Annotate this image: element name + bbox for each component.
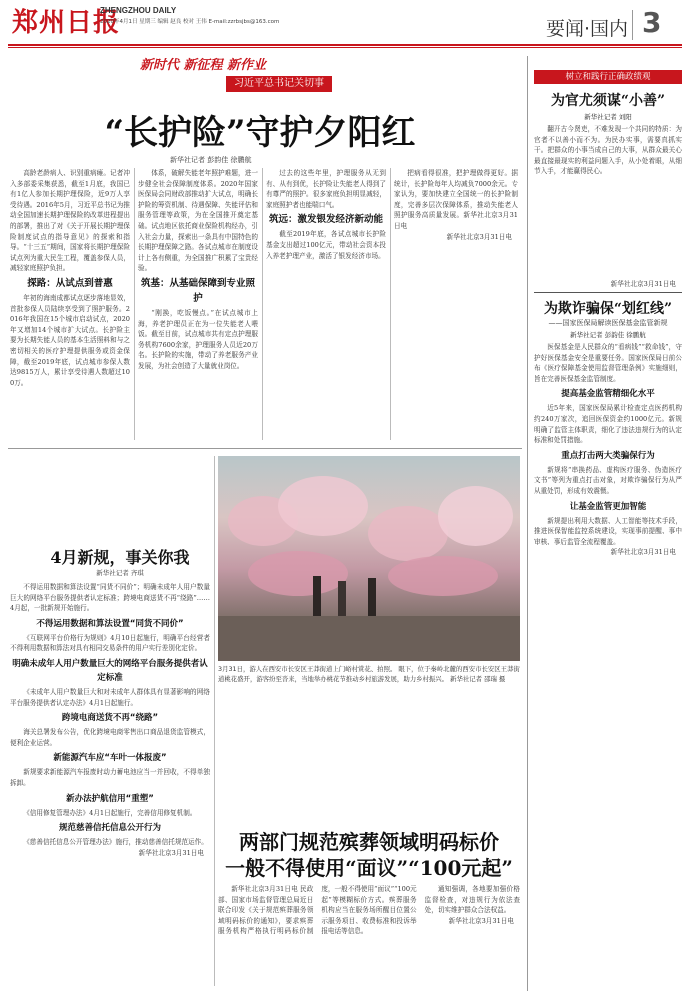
funeral-headline-line1: 两部门规范殡葬领域明码标价 xyxy=(239,830,499,854)
lead-dateline: 新华社北京3月31日电 xyxy=(446,232,512,241)
funeral-article xyxy=(218,884,520,988)
sidebar-headline-2: 为欺诈骗保“划红线” xyxy=(543,301,673,317)
masthead-rule xyxy=(8,44,682,46)
sidebar-rule xyxy=(527,56,528,991)
april-body-2: 《未成年人用户数量巨大和对未成年人群体具有显著影响的网络平台服务提供者认定办法》4月1日起施行。 xyxy=(10,687,210,707)
lead-col3-body2: 截至2019年底，各试点城市长护险基金支出超过100亿元，带动社会资本投入养老护理产业，激活了银发经济市场。 xyxy=(266,230,386,260)
sidebar-byline-1: 新华社记者 刘阳 xyxy=(584,113,632,121)
sidebar-subhead-b: 重点打击两大类骗保行为 xyxy=(561,450,655,461)
banner-tag: 习近平总书记关切事 xyxy=(226,76,332,92)
april-body-5: 《信用修复管理办法》4月1日起施行，完善信用修复机制。 xyxy=(23,808,197,817)
photo-caption-line1: 3月31日，游人在西安市长安区王莽街道上门峪村赏花、拍照。 xyxy=(218,665,397,673)
newspaper-logo: 郑州日报 xyxy=(12,8,121,38)
lead-subhead-3: 筑远：激发银发经济新动能 xyxy=(268,214,383,226)
sidebar-subhead-c: 让基金监管更加智能 xyxy=(569,501,647,512)
sidebar-headline-1: 为官尤须谋“小善” xyxy=(550,93,666,109)
photo-caption xyxy=(218,664,520,684)
april-subhead-5: 新办法护航信用“重塑” xyxy=(66,793,154,804)
column-rule xyxy=(262,168,263,440)
lead-headline: “长护险”守护夕阳红 xyxy=(104,113,416,153)
sidebar-dateline-2: 新华社北京3月31日电 xyxy=(610,548,676,557)
april-subhead-1: 不得运用数据和算法设置“同货不同价” xyxy=(36,618,184,629)
april-subhead-6: 规范慈善信托信息公开行为 xyxy=(58,823,161,834)
sidebar-body-2a: 近5年来，国家医保局累计检查定点医药机构约240万家次，追回医保资金约1000亿元。新规明确了监管主体职责，细化了违法违规行为的认定标准和处罚措施。 xyxy=(534,404,682,445)
lead-col2-body2: “刚换，吃饭慢点。”在试点城市上海，养老护理员正在为一位失能老人喂饭。截至目前，试点城市共有定点护理服务机构7600余家，护理服务人员近20万名。长护险的实施，带动了养老服务产业发展，为社会创造了大量就业岗位。 xyxy=(138,308,258,370)
funeral-headline-line2: 一般不得使用“面议”“100元起” xyxy=(225,856,513,880)
april-subhead-2: 明确未成年人用户数量巨大的网络平台服务提供者认定标准 xyxy=(12,658,208,683)
column-rule xyxy=(390,168,391,440)
lead-byline: 新华社记者 彭韵佳 徐鹏航 xyxy=(170,156,252,164)
photo-credit: 新华社记者 邵瑞 摄 xyxy=(450,675,506,683)
sidebar-article-2 xyxy=(534,342,682,972)
column-rule xyxy=(134,168,135,440)
april-body-1: 《互联网平台价格行为规则》4月10日起施行，明确平台经营者不得利用数据和算法对具有相同交易条件的用户实行差别化定价。 xyxy=(10,633,210,653)
column-banner xyxy=(130,54,420,94)
sidebar-byline-2: 新华社记者 彭韵佳 徐鹏航 xyxy=(570,331,646,339)
issue-date-line: 2020年4月1日 星期三 编辑 赵良 校对 王伟 E-mail:zzrbsjbs@163.com xyxy=(100,19,280,25)
funeral-body: 新华社北京3月31日电 民政部、国家市场监督管理总局近日联合印发《关于规范殡葬服务领域明码标价的通知》，要求殡葬服务机构严格执行明码标价制度，一般不得使用“面议”“100元起”等模糊标价方式。殡葬服务机构应当在服务场所醒目位置公示服务项目、收费标准和投诉举报电话等信息。 xyxy=(218,885,417,936)
sidebar-article-1 xyxy=(534,124,682,274)
section-title: 要闻·国内 xyxy=(546,18,629,40)
sidebar-dateline-1: 新华社北京3月31日电 xyxy=(610,280,676,288)
section-separator xyxy=(8,448,522,449)
lead-col4-body: 把病看得很准，把护理做得更好。据统计，长护险每年人均减负7000余元。专家认为，要加快建立全国统一的长护险制度，完善多层次保障体系，推动失能老人照护服务高质量发展。新华社北京3月31日电 xyxy=(394,169,518,230)
lead-column-3 xyxy=(266,168,386,443)
lead-col1-body: 年初的海南成都试点逐步落地显效，首批参保人员陆续享受到了照护服务。2016年我国在15个城市启动试点，2020年又增加14个城市扩大试点。长护险主要为长期失能人员的基本生活照料和与之密切相关的医疗护理提供服务或资金保障，截至2019年底，试点城市参保人数达9815万人，累计享受待遇人数超过100万。 xyxy=(10,293,130,387)
sidebar-body-1: 翻开古今贤吏，不难发现一个共同的特质：为官者不以善小而不为。为民办实事，需要真抓实干。把群众的小事当成自己的大事，从群众最关心最直接最现实的利益问题入手，从小处着眼，从细节入手，才能赢得民心。 xyxy=(534,125,682,176)
lead-column-2 xyxy=(138,168,258,443)
april-body-6: 《慈善信托信息公开管理办法》施行，推动慈善信托规范运作。 xyxy=(23,838,208,847)
sidebar-band: 树立和践行正确政绩观 xyxy=(534,70,682,84)
lead-intro: 高龄老龄病人、识别重病瘫。记者冲入多部委采集获悉，截至1月底，我国已有1亿人参加长期护理保险，近9万人享受待遇。2016年5月，习近平总书记为推动全国加速长期护理保险的改革进程提出的部署，推出了对《关于开展长期护理保险制度试点的指导意见》的探索和指导。“十三五”期间，国家将长期护理保险试点列为重大民生工程，覆盖参保人员，减轻家庭照护负担。 xyxy=(10,169,130,273)
sidebar-body-2b: 新规将“串换药品、虚构医疗服务、伪造医疗文书”等列为重点打击对象，对欺诈骗保行为从严从重处罚，形成有效震慑。 xyxy=(534,465,682,495)
april-body-4: 新规要求新能源汽车报废时动力蓄电池应当一并回收，不得单独拆卸。 xyxy=(10,768,210,787)
april-article xyxy=(10,582,210,982)
sidebar-subhead-a: 提高基金监管精细化水平 xyxy=(561,389,655,400)
april-subhead-4: 新能源汽车应“车叶一体报废” xyxy=(53,753,167,764)
banner-slogan: 新时代 新征程 新作业 xyxy=(140,58,267,73)
april-body-3: 海关总署发布公告，优化跨境电商零售出口商品退货监管模式，便利企业运营。 xyxy=(10,728,210,747)
april-subhead-3: 跨境电商送货不再“绕路” xyxy=(61,713,159,724)
lead-column-4 xyxy=(394,168,518,443)
april-intro: 不得运用数据和算法设置“同货不同价”；明确未成年人用户数量巨大的网络平台服务提供者认定标准；跨境电商送货不再“绕路”……4月起，一批新规开始施行。 xyxy=(10,583,210,613)
sidebar-subtitle-2: ——国家医保局解读医保基金监管新规 xyxy=(548,319,668,327)
lead-column-1 xyxy=(10,168,130,443)
april-byline: 新华社记者 齐琪 xyxy=(96,569,144,577)
lead-subhead-1: 探路：从试点到普惠 xyxy=(27,277,113,289)
april-dateline: 新华社北京3月31日电 xyxy=(138,848,204,857)
sidebar-body-2c: 新规提出利用大数据、人工智能等技术手段，推进医保智能监控系统建设，实现事前提醒、事中审核、事后监管全流程覆盖。 xyxy=(534,516,682,546)
funeral-body-2: 通知强调，各地要加强价格监督检查，对违规行为依法查处，切实维护群众合法权益。 xyxy=(424,885,520,915)
masthead-rule-thin xyxy=(8,47,682,48)
newspaper-english-name: ZHENGZHOU DAILY xyxy=(100,6,177,15)
funeral-dateline: 新华社北京3月31日电 xyxy=(448,916,514,925)
news-photo-cherry-blossom xyxy=(218,456,520,661)
photo-caption-line2: 眼下，位于秦岭北麓的西安市长安区王莽街道桃花盛开，游客纷至沓来，当地举办桃花节推动乡村旅游发展，助力乡村振兴。 xyxy=(218,665,520,683)
lead-col2-body: 体系，破解失能老年照护难题，进一步健全社会保障制度体系。2020年国家医保局会同财政部推动扩大试点，明确长护险的筹资机制、待遇保障、失能评估和服务管理等政策，为在全国推开奠定基础。试点地区依托商业保险机构经办，引入社会力量，探索出一条具有中国特色的长期护理保障之路。各试点城市在制度设计上各有侧重，为全国推广积累了宝贵经验。 xyxy=(138,169,258,273)
lead-col3-body: 过去的这些年里，护理服务从无到有、从有到优，长护险让失能老人得到了有尊严的照护。很多家庭负担明显减轻，家庭照护者也能喘口气。 xyxy=(266,169,386,209)
lead-subhead-2: 筑基：从基础保障到专业照护 xyxy=(140,277,255,304)
sidebar-body-2: 医保基金是人民群众的“看病钱”“救命钱”，守护好医保基金安全是重要任务。国家医保局日前公布《医疗保障基金使用监督管理条例》实施细则，旨在完善医保基金监管制度。 xyxy=(534,343,682,383)
page-number: 3 xyxy=(642,6,662,39)
section-divider xyxy=(632,10,633,40)
column-rule xyxy=(214,456,215,986)
april-headline: 4月新规，事关你我 xyxy=(50,548,190,567)
section-header xyxy=(534,4,684,44)
sidebar-separator xyxy=(534,292,682,293)
